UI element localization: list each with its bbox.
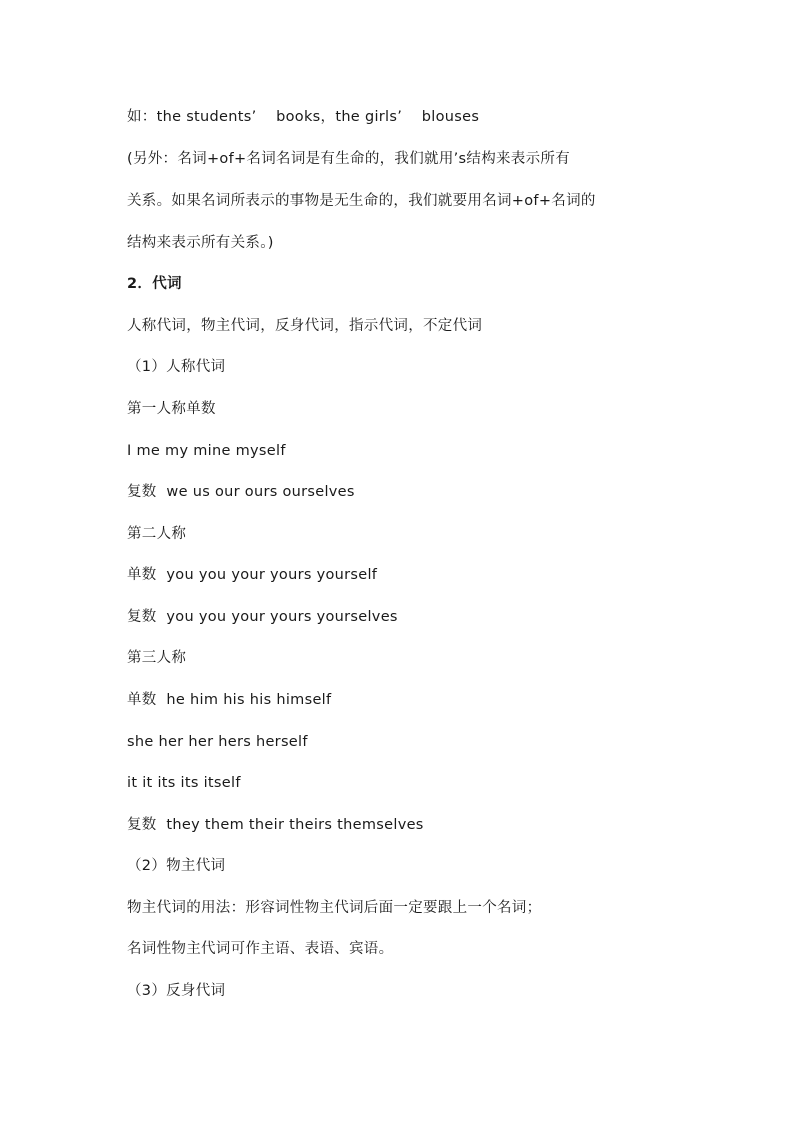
text-line: 复数 you you your yours yourselves (127, 609, 398, 625)
text-line: 单数 he him his his himself (127, 692, 332, 708)
text-line: 第二人称 (127, 526, 187, 542)
text-line: 关系。如果名词所表示的事物是无生命的，我们就要用名词+of+名词的 (127, 193, 596, 209)
text-line: 结构来表示所有关系。) (127, 235, 274, 251)
text-line: 人称代词，物主代词，反身代词，指示代词，不定代词 (127, 318, 483, 334)
text-line: (另外：名词+of+名词名词是有生命的，我们就用’s结构来表示所有 (127, 151, 570, 167)
text-line: 物主代词的用法：形容词性物主代词后面一定要跟上一个名词； (127, 900, 542, 916)
text-line: I me my mine myself (127, 443, 286, 459)
text-line: 单数 you you your yours yourself (127, 567, 378, 583)
text-line: 复数 they them their theirs themselves (127, 817, 424, 833)
subsection-heading: （1）人称代词 (127, 359, 226, 375)
text-line: 复数 we us our ours ourselves (127, 484, 355, 500)
text-line: 第一人称单数 (127, 401, 216, 417)
section-heading: 2．代词 (127, 276, 182, 292)
text-line: 如：the students’ books，the girls’ blouses (127, 109, 480, 125)
text-line: it it its its itself (127, 775, 241, 791)
text-line: 第三人称 (127, 650, 187, 666)
text-line: she her her hers herself (127, 734, 308, 750)
text-line: 名词性物主代词可作主语、表语、宾语。 (127, 941, 394, 957)
subsection-heading: （2）物主代词 (127, 858, 226, 874)
subsection-heading: （3）反身代词 (127, 983, 226, 999)
